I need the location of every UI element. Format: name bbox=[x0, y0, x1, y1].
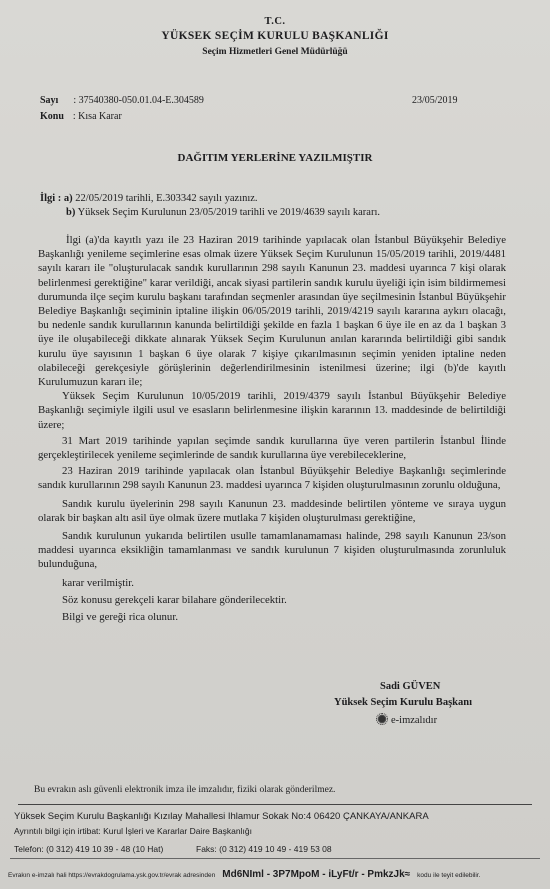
header-country: T.C. bbox=[264, 16, 286, 27]
konu-row bbox=[40, 111, 122, 122]
reference-a-text: 22/05/2019 tarihli, E.303342 sayılı yazınız. bbox=[75, 193, 258, 204]
header-department: Seçim Hizmetleri Genel Müdürlüğü bbox=[202, 47, 348, 57]
konu-label: Konu bbox=[40, 111, 64, 122]
reference-b bbox=[66, 207, 380, 218]
verification-row bbox=[8, 864, 480, 882]
signer-title: Yüksek Seçim Kurulu Başkanı bbox=[334, 697, 472, 708]
electronic-signature-notice: Bu evrakın aslı güvenli elektronik imza ile imzalıdır, fiziki olarak gönderilmez. bbox=[34, 785, 336, 795]
esign-label: e-imzalıdır bbox=[391, 715, 438, 726]
footer-divider-2 bbox=[10, 858, 540, 859]
paragraph-5: Sandık kurulu üyelerinin 298 sayılı Kanunun 23. maddesinde belirtilen yönteme ve sıraya uygun olarak bir başkan altı asil üye olmak üzere mutlaka 7 kişiden oluşturulması gerektiğine, bbox=[38, 497, 506, 524]
paragraph-8: Söz konusu gerekçeli karar bilahare gönderilecektir. bbox=[62, 593, 287, 606]
footer-fax: Faks: (0 312) 419 10 49 - 419 53 08 bbox=[196, 844, 332, 854]
footer-phone: Telefon: (0 312) 419 10 39 - 48 (10 Hat) bbox=[14, 844, 164, 854]
verification-suffix: kodu ile teyit edilebilir. bbox=[417, 872, 481, 879]
reference-b-text: Yüksek Seçim Kurulunun 23/05/2019 tarihli ve 2019/4639 sayılı kararı. bbox=[77, 207, 381, 218]
paragraph-2: Yüksek Seçim Kurulunun 10/05/2019 tarihli, 2019/4379 sayılı İstanbul Büyükşehir Belediye Başkanlığı seçimiyle ilgili usul ve esasların belirlenmesine ilişkin kararının 13. maddesinde de belirtildiği üzere; bbox=[38, 390, 506, 431]
footer-contact: Ayrıntılı bilgi için irtibat: Kurul İşleri ve Kararlar Daire Başkanlığı bbox=[14, 826, 252, 836]
footer-divider bbox=[18, 804, 532, 805]
paragraph-6: Sandık kurulunun yukarıda belirtilen usulle tamamlanamaması halinde, 298 sayılı Kanunun 23/son maddesi uyarınca eksikliğin tamamlanması ve sandık kurulunun 7 kişiden oluşturulmasında zorunluluk bulunduğuna, bbox=[38, 530, 506, 571]
ilgi-label: İlgi : a) bbox=[40, 193, 73, 204]
sayi-value: : 37540380-050.01.04-E.304589 bbox=[73, 95, 204, 106]
e-signature-seal-icon bbox=[376, 713, 388, 725]
footer-address: Yüksek Seçim Kurulu Başkanlığı Kızılay Mahallesi Ihlamur Sokak No:4 06420 ÇANKAYA/ANKARA bbox=[14, 811, 429, 822]
paragraph-1: İlgi (a)'da kayıtlı yazı ile 23 Haziran 2019 tarihinde yapılacak olan İstanbul Büyükşehir Belediye Başkanlığı yenileme seçimlerine esas olmak üzere Yüksek Seçim Kurulunun 15/05/2019 tarihli, 2019/4481 sayılı kararı ile "oluşturulacak sandık kurullarının 298 sayılı Kanunun 23. maddesi uyarınca 7 kişi olarak belirlenmesi gerektiğine" karar verildiği, ancak siyasi partilerin sandık kurulu üyeliği için isim bildirmemesi durumunda ilçe seçim kurulu başkanı tarafından seçmenler arasından üye seçilmesinin İstanbul Büyükşehir Belediye Başkanlığı seçiminin iptaline ilişkin 06/05/2019 tarihli, 2019/4219 sayılı kararına aykırı olacağı, bu nedenle sandık kurullarının kanunda belirtildiği şekilde en fazla 1 başkan 6 üye ile en az da 1 başkan 3 üye ile oluşabileceği dikkate alınarak Yüksek Seçim Kurulunun anılan kararında belirtildiği gibi sandık kurulu üye sayısının 1 başkan 6 üye olarak 7 kişiye çıkarılmasının seçimin yeniden iptaline neden olabileceği gerekçesiyle görüşlerinin değerlendirilmesinin istenilmesi üzerine; ilgi (b)'de kayıtlı Kurulumuzun kararı ile; bbox=[38, 234, 506, 389]
paragraph-4: 23 Haziran 2019 tarihinde yapılacak olan İstanbul Büyükşehir Belediye Başkanlığı seçimlerinde sandık kurullarının 298 sayılı Kanunun 23. maddesi uyarınca 7 kişiden oluşturulmasının zorunlu olduğuna, bbox=[38, 465, 506, 492]
document-date: 23/05/2019 bbox=[412, 95, 458, 106]
letter-body bbox=[38, 233, 506, 624]
paragraph-9: Bilgi ve gereği rica olunur. bbox=[62, 611, 179, 624]
reference-a bbox=[40, 193, 258, 204]
paragraph-3: 31 Mart 2019 tarihinde yapılan seçimde sandık kurullarına üye veren partilerin İstanbul İlinde gerçekleştirilecek yenileme seçimlerinde de sandık kurullarına üye verebileceklerine, bbox=[38, 434, 506, 462]
reference-b-label: b) bbox=[66, 207, 76, 218]
header-institution: YÜKSEK SEÇİM KURULU BAŞKANLIĞI bbox=[161, 30, 389, 42]
paragraph-7: karar verilmiştir. bbox=[62, 576, 134, 589]
sayi-row bbox=[40, 95, 204, 106]
verification-text: Evrakın e-imzalı hali https://evrakdogrulama.ysk.gov.tr/evrak adresinden bbox=[8, 872, 216, 879]
sayi-label: Sayı bbox=[40, 95, 59, 106]
konu-value: : Kısa Karar bbox=[72, 111, 122, 122]
verification-code: Md6NIml - 3P7MpoM - iLyFt/r - PmkzJk≈ bbox=[222, 869, 411, 880]
signer-name: Sadi GÜVEN bbox=[380, 681, 441, 692]
distribution-title: DAĞITIM YERLERİNE YAZILMIŞTIR bbox=[177, 152, 373, 164]
esign-row bbox=[376, 713, 437, 726]
